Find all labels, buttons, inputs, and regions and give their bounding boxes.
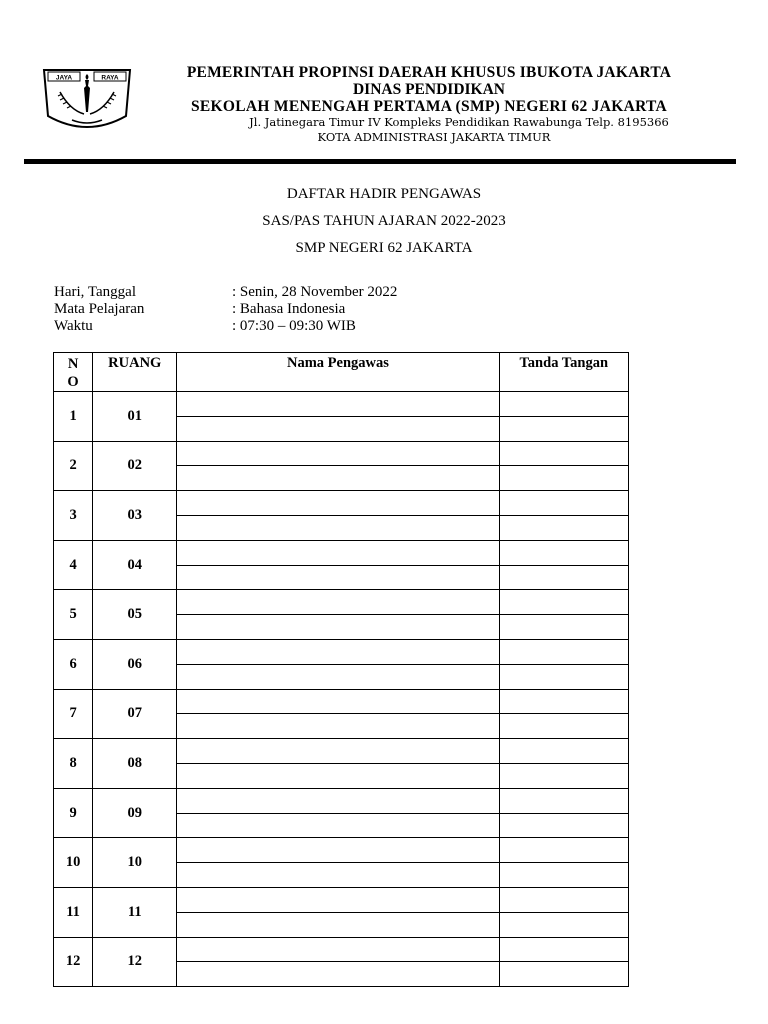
- supervisor-name-cell[interactable]: [177, 689, 499, 714]
- supervisor-name-cell[interactable]: [177, 664, 499, 689]
- time-label: Waktu: [54, 318, 93, 334]
- row-room: 01: [93, 392, 177, 442]
- table-row: [54, 887, 629, 912]
- header-signature: Tanda Tangan: [499, 353, 628, 392]
- row-room: 12: [93, 937, 177, 987]
- row-room: 09: [93, 788, 177, 838]
- letterhead-school: SEKOLAH MENENGAH PERTAMA (SMP) NEGERI 62 JAKARTA: [190, 98, 668, 115]
- table-row: [54, 540, 629, 565]
- signature-cell[interactable]: [499, 813, 628, 838]
- supervisor-name-cell[interactable]: [177, 838, 499, 863]
- signature-cell[interactable]: [499, 491, 628, 516]
- letterhead-city: KOTA ADMINISTRASI JAKARTA TIMUR: [317, 130, 551, 144]
- supervisor-name-cell[interactable]: [177, 863, 499, 888]
- table-row: [54, 639, 629, 664]
- row-number: 10: [54, 838, 93, 888]
- signature-cell[interactable]: [499, 763, 628, 788]
- row-room: 04: [93, 540, 177, 590]
- supervisor-name-cell[interactable]: [177, 813, 499, 838]
- supervisor-name-cell[interactable]: [177, 937, 499, 962]
- signature-cell[interactable]: [499, 416, 628, 441]
- table-row: [54, 491, 629, 516]
- signature-cell[interactable]: [499, 912, 628, 937]
- supervisor-name-cell[interactable]: [177, 491, 499, 516]
- signature-cell[interactable]: [499, 441, 628, 466]
- row-number: 1: [54, 392, 93, 442]
- document-school-title: SMP NEGERI 62 JAKARTA: [295, 240, 473, 256]
- row-room: 02: [93, 441, 177, 491]
- signature-cell[interactable]: [499, 466, 628, 491]
- signature-cell[interactable]: [499, 937, 628, 962]
- row-number: 5: [54, 590, 93, 640]
- row-room: 08: [93, 739, 177, 789]
- row-number: 6: [54, 639, 93, 689]
- supervisor-name-cell[interactable]: [177, 540, 499, 565]
- signature-cell[interactable]: [499, 664, 628, 689]
- signature-cell[interactable]: [499, 863, 628, 888]
- time-value: : 07:30 – 09:30 WIB: [232, 318, 356, 334]
- supervisor-name-cell[interactable]: [177, 441, 499, 466]
- supervisor-name-cell[interactable]: [177, 714, 499, 739]
- row-number: 9: [54, 788, 93, 838]
- signature-cell[interactable]: [499, 639, 628, 664]
- row-room: 03: [93, 491, 177, 541]
- supervisor-name-cell[interactable]: [177, 962, 499, 987]
- exam-info: [54, 284, 397, 335]
- supervisor-name-cell[interactable]: [177, 416, 499, 441]
- table-row: [54, 788, 629, 813]
- supervisor-name-cell[interactable]: [177, 763, 499, 788]
- signature-cell[interactable]: [499, 788, 628, 813]
- table-row: [54, 937, 629, 962]
- subject-label: Mata Pelajaran: [54, 301, 145, 317]
- letterhead: [134, 64, 724, 145]
- table-header-row: [54, 353, 629, 392]
- letterhead-department: DINAS PENDIDIKAN: [352, 81, 505, 98]
- supervisor-name-cell[interactable]: [177, 615, 499, 640]
- row-number: 8: [54, 739, 93, 789]
- row-room: 11: [93, 887, 177, 937]
- day-label: Hari, Tanggal: [54, 284, 136, 300]
- row-room: 07: [93, 689, 177, 739]
- header-no: N O: [54, 353, 93, 392]
- table-row: [54, 689, 629, 714]
- attendance-table: [53, 352, 629, 987]
- row-number: 12: [54, 937, 93, 987]
- table-row: [54, 441, 629, 466]
- supervisor-name-cell[interactable]: [177, 565, 499, 590]
- supervisor-name-cell[interactable]: [177, 739, 499, 764]
- supervisor-name-cell[interactable]: [177, 912, 499, 937]
- signature-cell[interactable]: [499, 962, 628, 987]
- row-number: 2: [54, 441, 93, 491]
- signature-cell[interactable]: [499, 887, 628, 912]
- letterhead-divider: [24, 159, 736, 164]
- signature-cell[interactable]: [499, 739, 628, 764]
- table-row: [54, 838, 629, 863]
- supervisor-name-cell[interactable]: [177, 639, 499, 664]
- letterhead-government: PEMERINTAH PROPINSI DAERAH KHUSUS IBUKOTA JAKARTA: [186, 64, 672, 81]
- signature-cell[interactable]: [499, 540, 628, 565]
- document-title: DAFTAR HADIR PENGAWAS: [286, 186, 482, 202]
- letterhead-address: Jl. Jatinegara Timur IV Kompleks Pendidikan Rawabunga Telp. 8195366: [249, 115, 669, 129]
- row-number: 11: [54, 887, 93, 937]
- logo-text-left: JAYA: [55, 74, 73, 82]
- supervisor-name-cell[interactable]: [177, 887, 499, 912]
- row-room: 05: [93, 590, 177, 640]
- header-room: RUANG: [93, 353, 177, 392]
- header-supervisor-name: Nama Pengawas: [177, 353, 499, 392]
- subject-value: : Bahasa Indonesia: [232, 301, 346, 317]
- signature-cell[interactable]: [499, 590, 628, 615]
- jakarta-emblem-logo: [42, 66, 132, 136]
- table-row: [54, 739, 629, 764]
- supervisor-name-cell[interactable]: [177, 392, 499, 417]
- signature-cell[interactable]: [499, 515, 628, 540]
- supervisor-name-cell[interactable]: [177, 590, 499, 615]
- table-row: [54, 392, 629, 417]
- supervisor-name-cell[interactable]: [177, 466, 499, 491]
- row-room: 06: [93, 639, 177, 689]
- row-number: 7: [54, 689, 93, 739]
- signature-cell[interactable]: [499, 565, 628, 590]
- day-value: : Senin, 28 November 2022: [232, 284, 398, 300]
- signature-cell[interactable]: [499, 714, 628, 739]
- row-room: 10: [93, 838, 177, 888]
- supervisor-name-cell[interactable]: [177, 788, 499, 813]
- logo-text-right: RAYA: [101, 74, 119, 82]
- signature-cell[interactable]: [499, 689, 628, 714]
- document-subtitle: SAS/PAS TAHUN AJARAN 2022-2023: [262, 213, 506, 229]
- signature-cell[interactable]: [499, 615, 628, 640]
- signature-cell[interactable]: [499, 838, 628, 863]
- supervisor-name-cell[interactable]: [177, 515, 499, 540]
- signature-cell[interactable]: [499, 392, 628, 417]
- row-number: 4: [54, 540, 93, 590]
- table-row: [54, 590, 629, 615]
- row-number: 3: [54, 491, 93, 541]
